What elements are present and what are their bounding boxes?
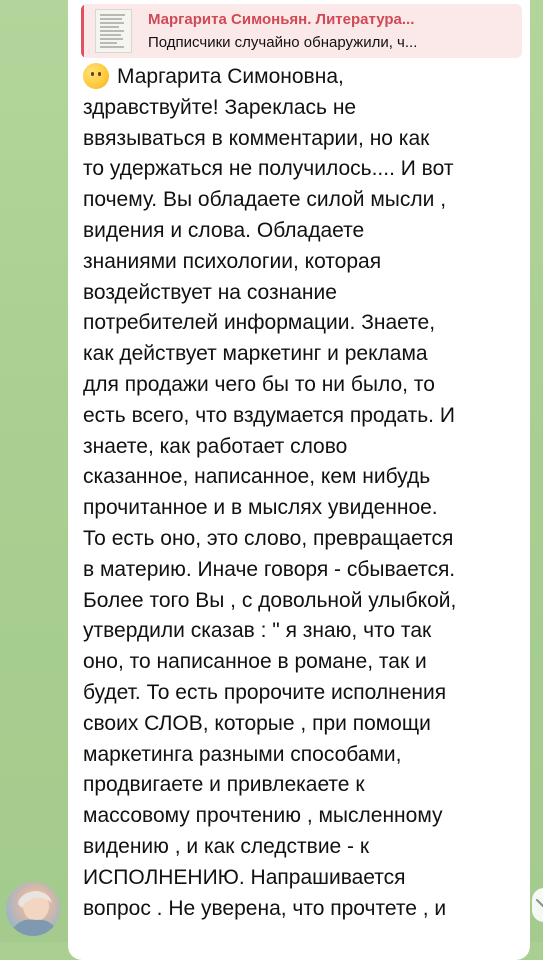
message-line: оно, то написанное в романе, так и	[83, 650, 427, 674]
message-line: почему. Вы обладаете силой мысли ,	[83, 188, 447, 212]
message-line: прочитанное и в мыслях увиденное.	[83, 496, 438, 520]
message-line: потребителей информации. Знаете,	[83, 311, 436, 335]
thinking-face-icon	[83, 63, 109, 89]
message-line: ИСПОЛНЕНИЮ. Напрашивается	[83, 865, 406, 889]
message-line: в материю. Иначе говоря - сбывается.	[83, 557, 456, 581]
message-line: видению , и как следствие - к	[83, 834, 370, 858]
message-line: знаниями психологии, которая	[83, 249, 382, 273]
message-line: здравствуйте! Зареклась не	[83, 95, 357, 119]
avatar-photo	[6, 882, 60, 936]
scroll-down-button[interactable]	[532, 888, 543, 922]
message-line: сказанное, написанное, кем нибудь	[83, 465, 431, 489]
chevron-down-icon	[536, 898, 543, 908]
reply-thumbnail	[95, 9, 132, 53]
message-line: для продажи чего бы то ни было, то	[83, 372, 435, 396]
message-line: продвигаете и привлекаете к	[83, 773, 365, 797]
message-line: маркетинга разными способами,	[83, 742, 402, 766]
message-line: как действует маркетинг и реклама	[83, 342, 428, 366]
message-line: Маргарита Симоновна,	[83, 62, 523, 93]
sender-avatar[interactable]	[6, 882, 60, 936]
message-line: видения и слова. Обладаете	[83, 218, 365, 242]
message-line: есть всего, что вздумается продать. И	[83, 403, 455, 427]
message-line: Более того Вы , с довольной улыбкой,	[83, 588, 457, 612]
message-line: воздействует на сознание	[83, 280, 337, 304]
message-line: знаете, как работает слово	[83, 434, 348, 458]
reply-preview[interactable]	[81, 4, 522, 58]
message-line: будет. То есть пророчите исполнения	[83, 680, 447, 704]
message-line: ввязываться в комментарии, но как	[83, 126, 430, 150]
message-line: своих СЛОВ, которые , при помощи	[83, 711, 431, 735]
message-line: то удержаться не получилось.... И вот	[83, 157, 454, 181]
reply-accent-bar	[81, 4, 84, 58]
message-line: вопрос . Не уверена, что прочтете , и	[83, 896, 447, 920]
message-bubble[interactable]	[68, 0, 530, 960]
message-line: массовому прочтению , мысленному	[83, 804, 443, 828]
message-text	[83, 62, 523, 924]
reply-text: Подписчики случайно обнаружили, ч...	[148, 34, 418, 51]
reply-title: Маргарита Симоньян. Литература...	[148, 11, 415, 28]
message-line: То есть оно, это слово, превращается	[83, 526, 454, 550]
message-line: утвердили сказав : " я знаю, что так	[83, 619, 432, 643]
